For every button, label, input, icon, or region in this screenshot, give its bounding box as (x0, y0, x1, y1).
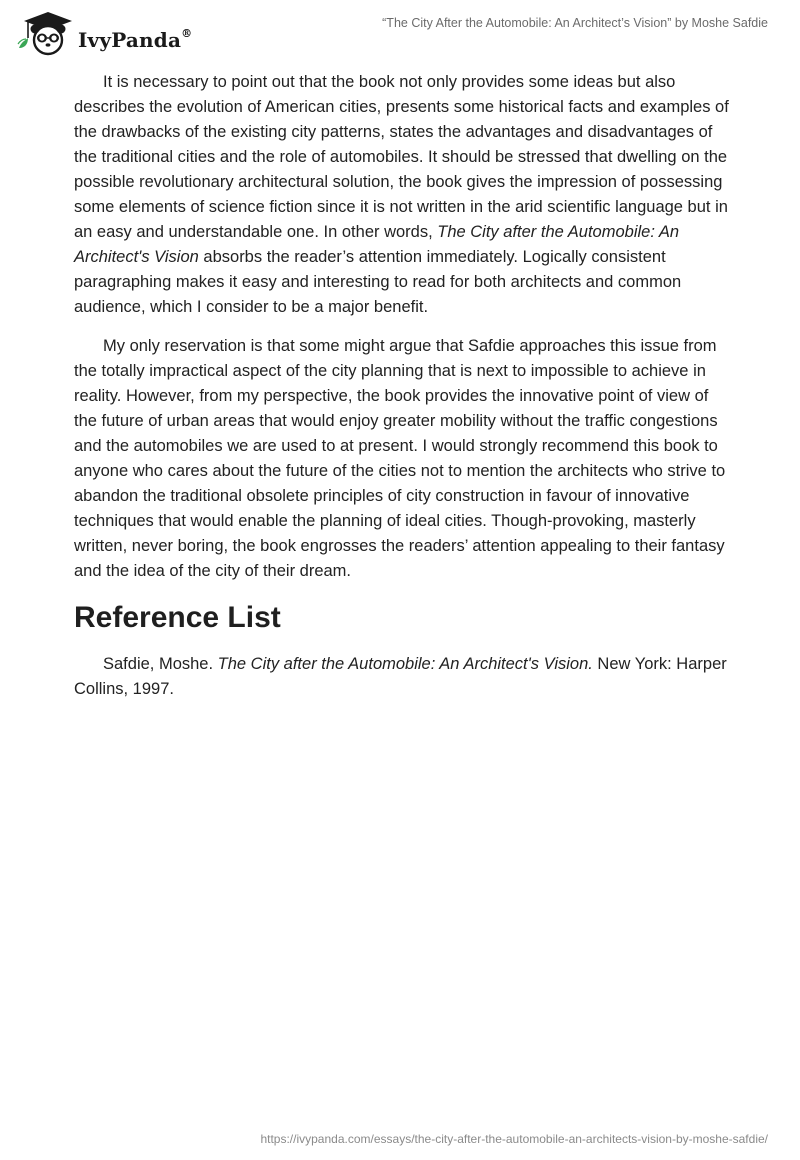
paragraph-text: absorbs the reader’s attention immediately. Logically consistent paragraphing makes it easy and interesting to read for both architects and common audience, which I consider to be a major benefit. (74, 248, 682, 316)
reference-list-heading: Reference List (74, 601, 281, 634)
registered-mark: ® (181, 27, 193, 41)
paragraph-text: It is necessary to point out that the book not only provides some ideas but also describes the evolution of American cities, presents some historical facts and examples of the drawbacks of the existing city patterns, states the advantages and disadvantages of the traditional cities and the role of automobiles. It should be stressed that dwelling on the possible revolutionary architectural solution, the book gives the impression of possessing some elements of science fiction since it is not written in the arid scientific language but in an easy and understandable one. In other words, (74, 73, 729, 241)
document-title: “The City After the Automobile: An Architect’s Vision” by Moshe Safdie (382, 16, 768, 30)
paragraph-evaluation (74, 70, 734, 320)
logo-name: IvyPanda (78, 28, 182, 52)
logo-wordmark (78, 28, 192, 52)
page-header (0, 0, 800, 60)
panda-graduate-icon (16, 8, 76, 56)
paragraph-reservation: My only reservation is that some might argue that Safdie approaches this issue from the totally impractical aspect of the city planning that is next to impossible to achieve in reality. However, from my perspective, the book provides the innovative point of view of the future of urban areas that would enjoy greater mobility without the traffic congestions and the automobiles we are used to at present. I would strongly recommend this book to anyone who cares about the future of the cities not to mention the architects who strive to abandon the traditional obsolete principles of city construction in favour of innovative techniques that would enable the planning of ideal cities. Though-provoking, masterly written, never boring, the book engrosses the readers’ attention appealing to their fantasy and the idea of the city of their dream. (74, 337, 726, 580)
reference-author: Safdie, Moshe. (103, 655, 218, 673)
essay-body (74, 70, 734, 716)
ivypanda-logo[interactable] (16, 8, 196, 56)
source-url-link[interactable]: https://ivypanda.com/essays/the-city-after-the-automobile-an-architects-vision-by-moshe-safdie/ (260, 1132, 768, 1146)
reference-entry (74, 652, 734, 702)
reference-title: The City after the Automobile: An Architect's Vision. (217, 655, 593, 673)
book-title-italic: The City after the Automobile: An Architect's Vision (74, 223, 680, 266)
reference-publisher: New York: Harper Collins, 1997. (74, 655, 727, 698)
